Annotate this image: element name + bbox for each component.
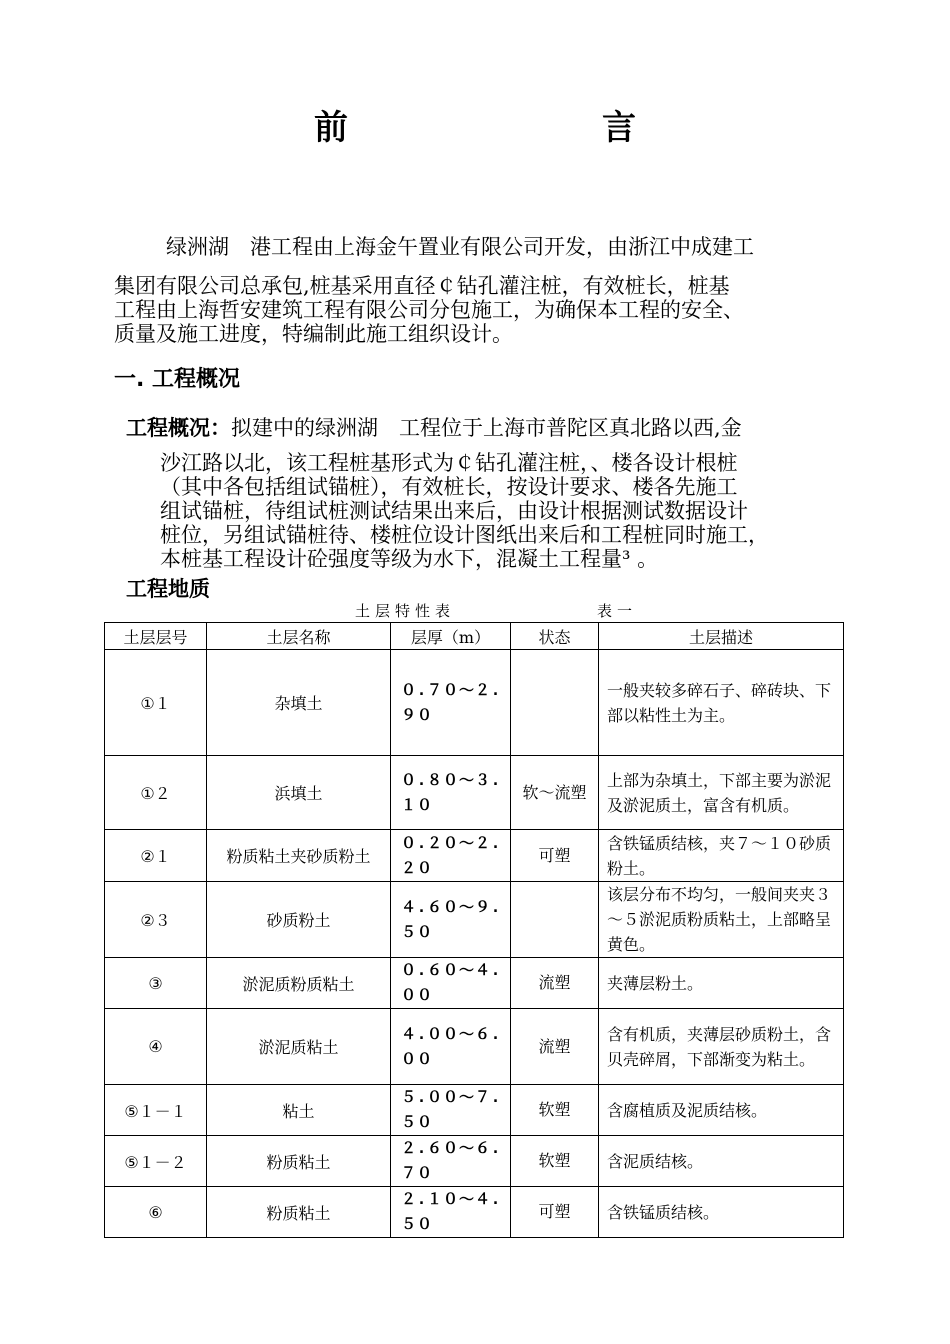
- intro-line: 集团有限公司总承包,桩基采用直径￠钻孔灌注桩，有效桩长，桩基: [114, 274, 730, 298]
- overview-line: （其中各包括组试锚桩），有效桩长，按设计要求、楼各先施工: [160, 475, 738, 499]
- cell-state: 流塑: [511, 958, 599, 1009]
- cell-description: 含腐植质及泥质结核。: [599, 1085, 844, 1136]
- table-row: [105, 650, 844, 756]
- cell-thickness: ２.１０～４.５０: [391, 1187, 511, 1238]
- cell-thickness: ２.６０～６.７０: [391, 1136, 511, 1187]
- overview-text: 拟建中的绿洲湖 工程位于上海市普陀区真北路以西,金: [231, 416, 742, 440]
- table-row: [105, 1009, 844, 1085]
- cell-layer-id: ⑤１－２: [105, 1136, 207, 1187]
- soil-properties-table: [104, 622, 844, 1238]
- section-heading-geology: 工程地质: [126, 577, 210, 601]
- cell-thickness: ５.００～７.５０: [391, 1085, 511, 1136]
- table-header-row: [105, 623, 844, 650]
- cell-layer-id: ①２: [105, 756, 207, 830]
- table-number: 表一: [597, 602, 638, 620]
- cell-description: 含铁锰质结核，夹７～１０砂质粉土。: [599, 830, 844, 882]
- cell-layer-name: 粉质粘土: [207, 1187, 391, 1238]
- table-row: [105, 830, 844, 882]
- cell-state: 可塑: [511, 1187, 599, 1238]
- section-heading-overview: 一. 工程概况: [114, 367, 241, 392]
- cell-description: 上部为杂填土，下部主要为淤泥及淤泥质土，富含有机质。: [599, 756, 844, 830]
- cell-state: 可塑: [511, 830, 599, 882]
- cell-thickness: ０.６０～４.００: [391, 958, 511, 1009]
- cell-layer-name: 杂填土: [207, 650, 391, 756]
- cell-layer-name: 浜填土: [207, 756, 391, 830]
- cell-layer-name: 粘土: [207, 1085, 391, 1136]
- cell-layer-id: ⑥: [105, 1187, 207, 1238]
- cell-state: 流塑: [511, 1009, 599, 1085]
- cell-state: 软塑: [511, 1085, 599, 1136]
- cell-state: 软塑: [511, 1136, 599, 1187]
- overview-line: 本桩基工程设计砼强度等级为水下，混凝土工程量³ 。: [160, 547, 659, 571]
- cell-layer-name: 淤泥质粘土: [207, 1009, 391, 1085]
- header-state: 状态: [511, 623, 599, 650]
- cell-state: 软～流塑: [511, 756, 599, 830]
- table-caption: 土层特性表: [355, 602, 456, 620]
- cell-thickness: ０.２０～２.２０: [391, 830, 511, 882]
- cell-layer-id: ②３: [105, 882, 207, 958]
- cell-state: [511, 882, 599, 958]
- overview-line: 组试锚桩，待组试桩测试结果出来后，由设计根据测试数据设计: [160, 499, 748, 523]
- intro-line: 绿洲湖 港工程由上海金午置业有限公司开发，由浙江中成建工: [166, 235, 754, 259]
- cell-layer-id: ①１: [105, 650, 207, 756]
- cell-layer-id: ④: [105, 1009, 207, 1085]
- table-row: [105, 958, 844, 1009]
- cell-layer-id: ③: [105, 958, 207, 1009]
- header-thickness: 层厚（m）: [391, 623, 511, 650]
- cell-layer-name: 砂质粉土: [207, 882, 391, 958]
- cell-layer-id: ②１: [105, 830, 207, 882]
- cell-layer-name: 粉质粘土夹砂质粉土: [207, 830, 391, 882]
- table-row: [105, 1187, 844, 1238]
- page-title: 前 言: [314, 108, 698, 148]
- cell-description: 夹薄层粉土。: [599, 958, 844, 1009]
- overview-first-line: [126, 412, 742, 442]
- table-row: [105, 1136, 844, 1187]
- table-row: [105, 1085, 844, 1136]
- header-layer-name: 土层名称: [207, 623, 391, 650]
- header-description: 土层描述: [599, 623, 844, 650]
- cell-thickness: ４.６０～９.５０: [391, 882, 511, 958]
- header-layer-id: 土层层号: [105, 623, 207, 650]
- cell-description: 含有机质，夹薄层砂质粉土，含贝壳碎屑，下部渐变为粘土。: [599, 1009, 844, 1085]
- intro-line: 工程由上海哲安建筑工程有限公司分包施工，为确保本工程的安全、: [114, 298, 744, 322]
- overview-line: 桩位，另组试锚桩待、楼桩位设计图纸出来后和工程桩同时施工，: [160, 523, 769, 547]
- cell-thickness: ４.００～６.００: [391, 1009, 511, 1085]
- cell-description: 含泥质结核。: [599, 1136, 844, 1187]
- cell-layer-name: 粉质粘土: [207, 1136, 391, 1187]
- intro-line: 质量及施工进度，特编制此施工组织设计。: [114, 322, 513, 346]
- cell-thickness: ０.８０～３.１０: [391, 756, 511, 830]
- overview-paragraph: [160, 451, 850, 571]
- cell-layer-id: ⑤１－１: [105, 1085, 207, 1136]
- cell-thickness: ０.７０～２.９０: [391, 650, 511, 756]
- cell-layer-name: 淤泥质粉质粘土: [207, 958, 391, 1009]
- cell-state: [511, 650, 599, 756]
- overview-label: 工程概况：: [126, 416, 231, 440]
- cell-description: 该层分布不均匀，一般间夹夹３～５淤泥质粉质粘土，上部略呈黄色。: [599, 882, 844, 958]
- intro-paragraph: [114, 235, 844, 346]
- cell-description: 含铁锰质结核。: [599, 1187, 844, 1238]
- table-row: [105, 756, 844, 830]
- overview-line: 沙江路以北，该工程桩基形式为￠钻孔灌注桩，、楼各设计根桩: [160, 451, 738, 475]
- table-row: [105, 882, 844, 958]
- cell-description: 一般夹较多碎石子、碎砖块、下部以粘性土为主。: [599, 650, 844, 756]
